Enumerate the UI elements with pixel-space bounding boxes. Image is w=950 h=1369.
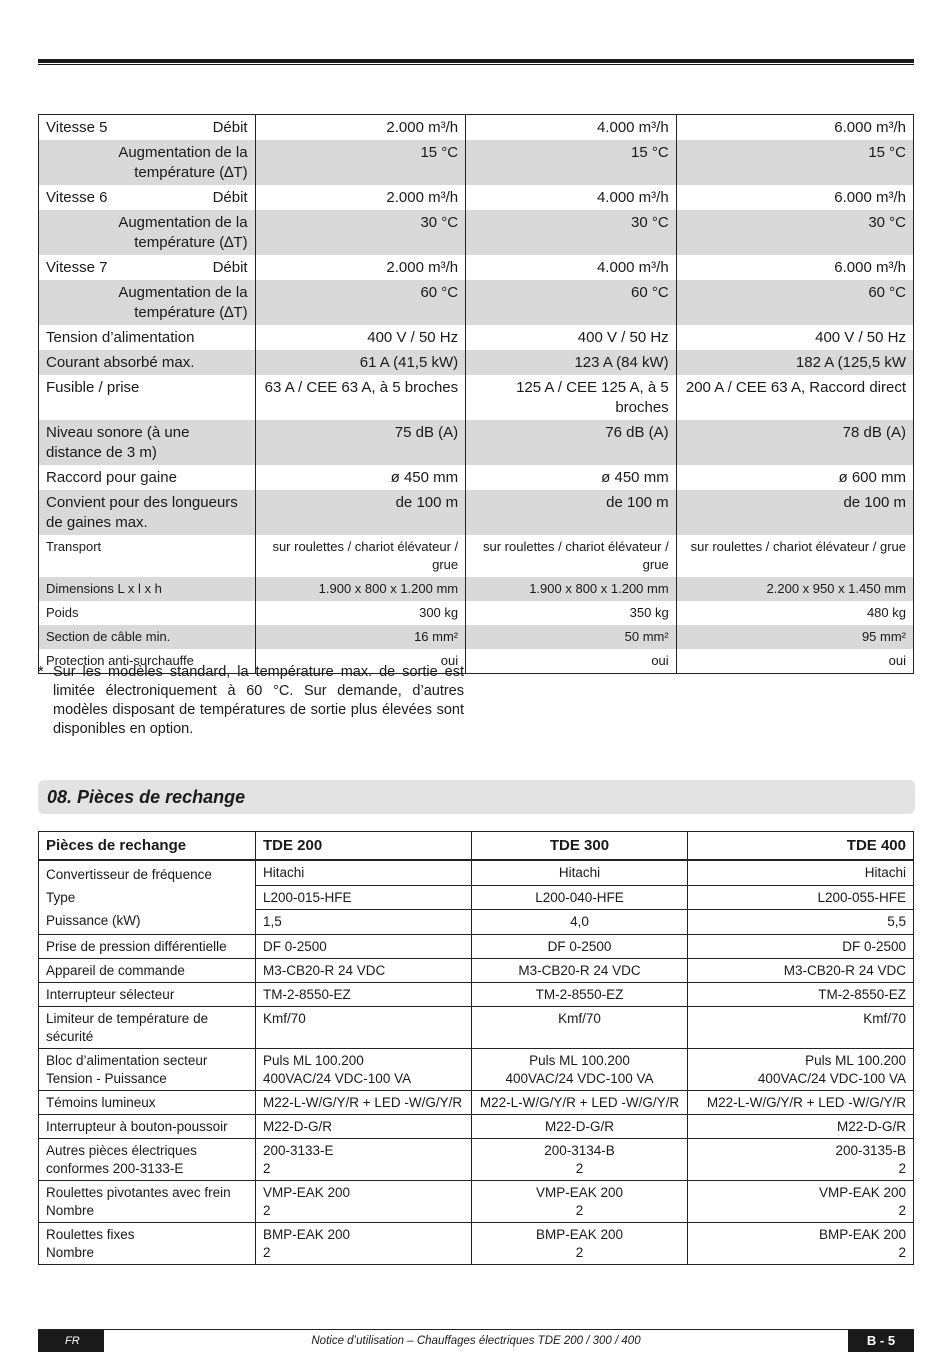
page-number: B - 5 [848,1330,914,1352]
table-cell: Kmf/70 [472,1007,688,1049]
table-cell: 1.900 x 800 x 1.200 mm [255,577,466,601]
table-cell: 5,5 [688,910,914,935]
table-row [39,350,914,375]
row-label-sub: Augmentation de la température (∆T) [118,214,248,251]
row-label: Poids [39,601,256,625]
table-cell: BMP-EAK 200 2 [688,1223,914,1265]
table-row [39,1007,914,1049]
table-cell: L200-055-HFE [688,885,914,910]
table-cell: 6.000 m³/h [676,255,913,280]
table-row [39,1181,914,1223]
table-cell: 6.000 m³/h [676,185,913,210]
table-cell: sur roulettes / chariot élévateur / grue [255,535,466,577]
table-cell: 200 A / CEE 63 A, Raccord direct [676,375,913,420]
table-cell: VMP-EAK 200 2 [256,1181,472,1223]
row-label-main: Vitesse 5 [46,119,108,136]
table-cell: M22-D-G/R [688,1115,914,1139]
table-cell: sur roulettes / chariot élévateur / grue [676,535,913,577]
row-label: Roulettes fixes Nombre [39,1223,256,1265]
table-cell: VMP-EAK 200 2 [688,1181,914,1223]
table-cell: M22-L-W/G/Y/R + LED -W/G/Y/R [472,1091,688,1115]
table-cell: M22-D-G/R [256,1115,472,1139]
row-label: Témoins lumineux [39,1091,256,1115]
table-row [39,420,914,465]
table-cell: 60 °C [255,280,466,325]
table-row [39,1139,914,1181]
table-cell: 400 V / 50 Hz [676,325,913,350]
table-cell: sur roulettes / chariot élévateur / grue [466,535,677,577]
table-cell: ø 600 mm [676,465,913,490]
table-row [39,959,914,983]
table-cell: Kmf/70 [256,1007,472,1049]
table-row [39,210,914,255]
row-label [39,255,256,280]
table-cell: de 100 m [676,490,913,535]
table-cell: M22-L-W/G/Y/R + LED -W/G/Y/R [256,1091,472,1115]
row-label-main: Vitesse 7 [46,259,108,276]
section-title: 08. Pièces de rechange [47,787,246,807]
row-label-sub: Augmentation de la température (∆T) [118,284,248,321]
table-row [39,375,914,420]
top-rule [38,59,914,63]
table-cell: 200-3134-B 2 [472,1139,688,1181]
table-cell: DF 0-2500 [688,935,914,959]
table-cell: 50 mm² [466,625,677,649]
table-cell: 16 mm² [255,625,466,649]
table-row [39,490,914,535]
table-cell: 30 °C [676,210,913,255]
table-cell: 4.000 m³/h [466,185,677,210]
table-cell: M22-L-W/G/Y/R + LED -W/G/Y/R [688,1091,914,1115]
row-label: Courant absorbé max. [39,350,256,375]
table-cell: DF 0-2500 [256,935,472,959]
table-cell: 2.000 m³/h [255,255,466,280]
table-cell: L200-015-HFE [256,885,472,910]
table-cell: TM-2-8550-EZ [688,983,914,1007]
footnote [38,663,464,739]
row-label-sub: Augmentation de la température (∆T) [118,144,248,181]
table-row [39,535,914,577]
table-cell: BMP-EAK 200 2 [472,1223,688,1265]
parts-header-tde300: TDE 300 [472,832,688,861]
table-cell: TM-2-8550-EZ [472,983,688,1007]
row-label: Fusible / prise [39,375,256,420]
table-cell: 182 A (125,5 kW [676,350,913,375]
table-cell: 4,0 [472,910,688,935]
table-row [39,140,914,185]
parts-header-row [39,832,914,861]
row-label: Convient pour des longueurs de gaines max. [39,490,256,535]
converter-labels [39,860,256,935]
table-cell: 15 °C [255,140,466,185]
top-rule-thin [38,64,914,65]
parts-header-label: Pièces de rechange [39,832,256,861]
row-label: Appareil de commande [39,959,256,983]
table-row [39,625,914,649]
row-label: Roulettes pivotantes avec frein Nombre [39,1181,256,1223]
row-label: Bloc d’alimentation secteur Tension - Puissance [39,1049,256,1091]
table-cell: 480 kg [676,601,913,625]
table-cell: BMP-EAK 200 2 [256,1223,472,1265]
table-cell: M22-D-G/R [472,1115,688,1139]
table-cell: 63 A / CEE 63 A, à 5 broches [255,375,466,420]
row-label [39,185,256,210]
table-cell: 60 °C [466,280,677,325]
table-cell: 30 °C [255,210,466,255]
table-cell: oui [466,649,677,674]
table-cell: Hitachi [256,860,472,885]
table-cell: 78 dB (A) [676,420,913,465]
table-cell: oui [676,649,913,674]
table-cell: L200-040-HFE [472,885,688,910]
table-cell: Hitachi [688,860,914,885]
table-cell: 4.000 m³/h [466,255,677,280]
row-label [39,280,256,325]
row-label: Raccord pour gaine [39,465,256,490]
table-cell: 30 °C [466,210,677,255]
row-label: Tension d’alimentation [39,325,256,350]
row-label-main: Vitesse 6 [46,189,108,206]
table-cell: VMP-EAK 200 2 [472,1181,688,1223]
table-cell: M3-CB20-R 24 VDC [472,959,688,983]
footer-language: FR [38,1330,104,1352]
table-row [39,1091,914,1115]
table-cell: 200-3135-B 2 [688,1139,914,1181]
row-label-sub: Débit [212,259,248,276]
technical-data-table [38,114,914,674]
table-row [39,255,914,280]
table-row [39,1115,914,1139]
type-label: Type [46,890,76,905]
table-row [39,185,914,210]
table-cell: DF 0-2500 [472,935,688,959]
row-label [39,115,256,141]
table-cell: 15 °C [466,140,677,185]
table-row [39,280,914,325]
table-cell: Puls ML 100.200 400VAC/24 VDC-100 VA [688,1049,914,1091]
table-row [39,577,914,601]
section-header [38,780,915,814]
table-row [39,1049,914,1091]
table-cell: 1.900 x 800 x 1.200 mm [466,577,677,601]
row-label: Autres pièces électriques conformes 200-3133-E [39,1139,256,1181]
table-cell: TM-2-8550-EZ [256,983,472,1007]
table-cell: Kmf/70 [688,1007,914,1049]
parts-header-tde400: TDE 400 [688,832,914,861]
table-cell: 123 A (84 kW) [466,350,677,375]
converter-label: Convertisseur de fréquence [46,867,212,882]
table-cell: M3-CB20-R 24 VDC [256,959,472,983]
table-row [39,1223,914,1265]
table-cell: Puls ML 100.200 400VAC/24 VDC-100 VA [472,1049,688,1091]
row-label: Protection anti-surchauffe [39,649,256,674]
row-label: Niveau sonore (à une distance de 3 m) [39,420,256,465]
table-cell: de 100 m [466,490,677,535]
table-cell: 75 dB (A) [255,420,466,465]
table-cell: 4.000 m³/h [466,115,677,141]
table-cell: 300 kg [255,601,466,625]
footnote-star: * [38,664,44,680]
table-cell: M3-CB20-R 24 VDC [688,959,914,983]
table-cell: 350 kg [466,601,677,625]
table-row [39,325,914,350]
table-cell: 400 V / 50 Hz [466,325,677,350]
row-label: Prise de pression différentielle [39,935,256,959]
row-label [39,140,256,185]
table-cell: Puls ML 100.200 400VAC/24 VDC-100 VA [256,1049,472,1091]
table-cell: 125 A / CEE 125 A, à 5 broches [466,375,677,420]
table-cell: 95 mm² [676,625,913,649]
table-cell: 200-3133-E 2 [256,1139,472,1181]
table-cell: Hitachi [472,860,688,885]
table-row [39,115,914,141]
row-label [39,210,256,255]
table-cell: 60 °C [676,280,913,325]
table-row [39,983,914,1007]
row-label: Interrupteur à bouton-poussoir [39,1115,256,1139]
parts-header-tde200: TDE 200 [256,832,472,861]
table-cell: 76 dB (A) [466,420,677,465]
page-footer [38,1329,914,1352]
row-label-sub: Débit [212,119,248,136]
row-label: Limiteur de température de sécurité [39,1007,256,1049]
table-cell: de 100 m [255,490,466,535]
table-cell: 15 °C [676,140,913,185]
table-cell: 1,5 [256,910,472,935]
table-cell: 61 A (41,5 kW) [255,350,466,375]
row-label: Transport [39,535,256,577]
table-cell: oui [255,649,466,674]
spare-parts-table [38,831,914,1265]
table-cell: 400 V / 50 Hz [255,325,466,350]
table-row [39,465,914,490]
row-label-sub: Débit [212,189,248,206]
row-label: Section de câble min. [39,625,256,649]
power-label: Puissance (kW) [46,913,141,928]
table-cell: 6.000 m³/h [676,115,913,141]
table-cell: 2.000 m³/h [255,115,466,141]
footnote-text: Sur les modèles standard, la température max. de sortie est limitée électroniquement à 60 °C. Sur demande, d’autres modèles disposant de températures de sortie plus élevées sont disponibles en option. [53,664,464,737]
row-label: Dimensions L x l x h [39,577,256,601]
row-label: Interrupteur sélecteur [39,983,256,1007]
table-row [39,601,914,625]
table-cell: ø 450 mm [466,465,677,490]
table-cell: 2.200 x 950 x 1.450 mm [676,577,913,601]
table-row [39,935,914,959]
table-cell: ø 450 mm [255,465,466,490]
parts-row-converter [39,860,914,885]
table-cell: 2.000 m³/h [255,185,466,210]
footer-title: Notice d’utilisation – Chauffages électriques TDE 200 / 300 / 400 [311,1335,641,1347]
